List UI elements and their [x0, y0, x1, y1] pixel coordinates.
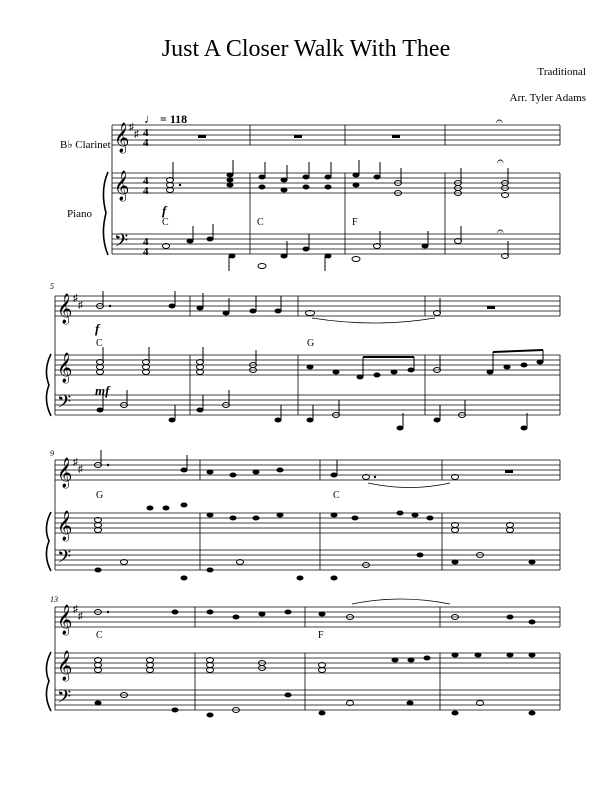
chord-symbol: C: [257, 217, 264, 228]
chord-symbol: G: [307, 338, 315, 349]
measure-number: 9: [50, 449, 54, 458]
treble-clef-icon: 𝄞: [57, 511, 73, 541]
treble-clef-icon: 𝄞: [114, 123, 130, 153]
chord-symbol: G: [96, 490, 104, 501]
piano-treble-notes: [97, 347, 544, 380]
time-signature: 4: [143, 137, 149, 149]
tie: [312, 318, 435, 323]
bass-clef-icon: 𝄢: [57, 392, 72, 417]
measure-number: 5: [50, 282, 54, 291]
bass-clef-icon: 𝄢: [57, 687, 72, 712]
fermata-icon: 𝄐: [497, 154, 504, 168]
whole-rest: [392, 135, 400, 138]
chord-symbol: C: [96, 630, 103, 641]
piano-bass-staff: [112, 234, 560, 254]
fermata-icon: 𝄐: [497, 224, 504, 238]
bass-notes: [163, 224, 509, 271]
clarinet-staff: [112, 125, 560, 145]
clarinet-staff: [55, 607, 560, 627]
piano-bass-staff: [55, 690, 560, 710]
time-signature: 4: [143, 185, 149, 197]
piano-treble-staff: [112, 173, 560, 193]
dynamic-marking: mf: [95, 383, 110, 398]
half-rest: [505, 470, 513, 473]
chord-symbol: C: [96, 338, 103, 349]
treble-clef-icon: 𝄞: [57, 294, 73, 324]
piano-treble-notes: [95, 653, 536, 673]
quarter-note-icon: ♩: [144, 111, 157, 126]
note-chord: [227, 160, 234, 188]
arranger-credit: Arr. Tyler Adams: [509, 92, 586, 104]
sharp-icon: ♯: [78, 300, 83, 311]
bass-clef-icon: 𝄢: [114, 231, 129, 256]
chord-symbol: C: [333, 490, 340, 501]
piano-bass-staff: [55, 550, 560, 570]
sharp-icon: ♯: [78, 464, 83, 475]
tie: [352, 599, 450, 604]
sharp-icon: ♯: [78, 611, 83, 622]
piano-treble-staff: [55, 355, 560, 375]
time-signature: 4: [143, 175, 149, 187]
composer-credit: Traditional: [537, 66, 586, 78]
sharp-icon: ♯: [134, 129, 139, 140]
piano-brace: [46, 354, 51, 416]
sharp-icon: ♯: [73, 457, 78, 468]
tempo-value: = 118: [160, 112, 188, 126]
piano-brace: [103, 172, 108, 255]
tie: [368, 483, 450, 488]
sharp-icon: ♯: [73, 604, 78, 615]
chord-symbol: C: [162, 217, 169, 228]
treble-clef-icon: 𝄞: [57, 458, 73, 488]
measure-number: 13: [50, 595, 58, 604]
bass-clef-icon: 𝄢: [57, 547, 72, 572]
dynamic-marking: f: [162, 203, 167, 218]
half-rest: [487, 306, 495, 309]
clarinet-label: B♭ Clarinet: [60, 139, 111, 151]
treble-clef-icon: 𝄞: [57, 353, 73, 383]
piano-bass-staff: [55, 395, 560, 415]
clarinet-notes: [95, 450, 514, 488]
chord-symbol: F: [352, 217, 358, 228]
time-signature: 4: [143, 246, 149, 258]
treble-clef-icon: 𝄞: [57, 651, 73, 681]
clarinet-staff: [55, 296, 560, 316]
piano-treble-staff: [55, 513, 560, 533]
dynamic-marking: f: [95, 321, 100, 336]
time-signature: 4: [143, 127, 149, 139]
piano-brace: [46, 512, 51, 571]
fermata-icon: 𝄐: [496, 114, 503, 128]
whole-rest: [294, 135, 302, 138]
chord-symbol: F: [318, 630, 324, 641]
treble-clef-icon: 𝄞: [57, 605, 73, 635]
whole-rest: [198, 135, 206, 138]
piece-title: Just A Closer Walk With Thee: [161, 36, 451, 62]
time-signature: 4: [143, 236, 149, 248]
sharp-icon: ♯: [73, 293, 78, 304]
note-chord: [455, 154, 509, 198]
clarinet-staff: [55, 460, 560, 480]
piano-bass-notes: [95, 553, 536, 581]
piano-treble-staff: [55, 653, 560, 673]
sharp-icon: ♯: [129, 122, 134, 133]
piano-brace: [46, 652, 51, 711]
piano-label: Piano: [67, 208, 93, 220]
treble-clef-icon: 𝄞: [114, 171, 130, 201]
